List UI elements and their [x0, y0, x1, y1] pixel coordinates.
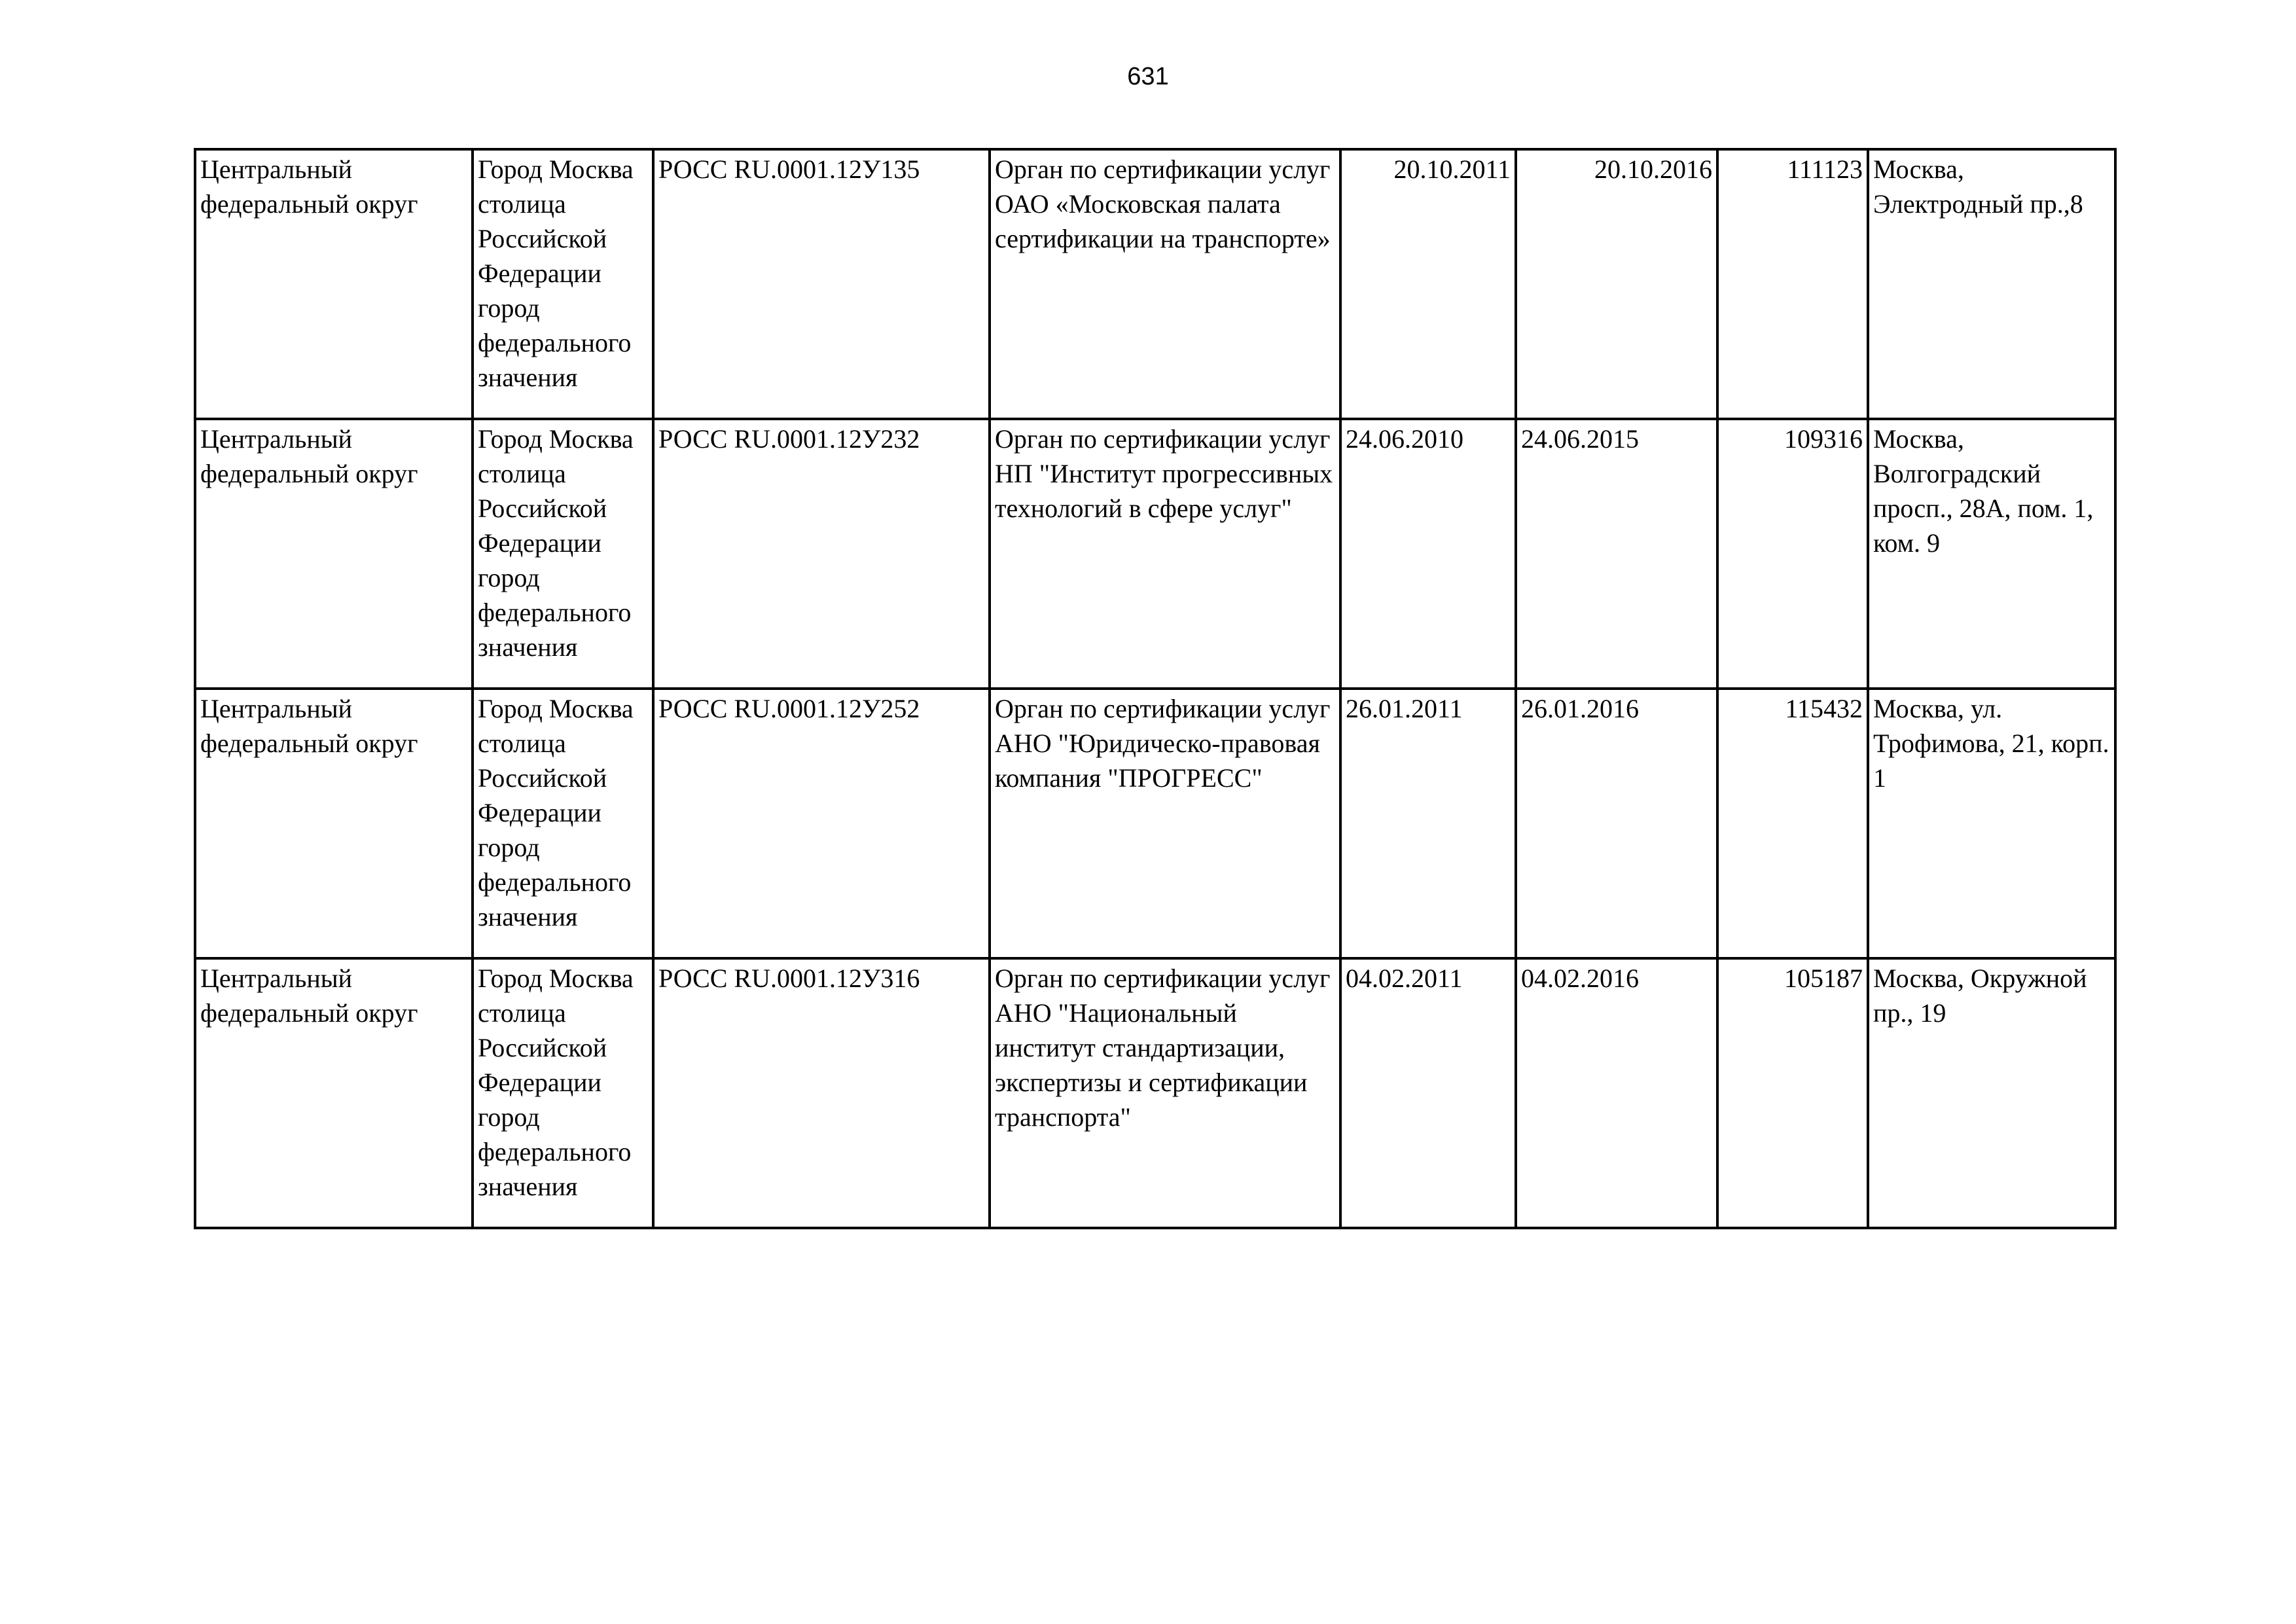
- date-start-cell: 04.02.2011: [1340, 958, 1516, 1228]
- region-text: Город Москва столица Российской Федерации город федерального значения: [478, 964, 634, 1201]
- district-cell: Центральный федеральный округ: [195, 149, 473, 419]
- organization-cell: Орган по сертификации услуг ОАО «Московская палата сертификации на транспорте»: [990, 149, 1340, 419]
- organization-cell: Орган по сертификации услуг НП "Институт прогрессивных технологий в сфере услуг": [990, 419, 1340, 689]
- date-start-cell: 24.06.2010: [1340, 419, 1516, 689]
- region-cell: [473, 149, 653, 419]
- region-text: Город Москва столица Российской Федерации город федерального значения: [478, 424, 634, 662]
- district-cell: Центральный федеральный округ: [195, 419, 473, 689]
- registration-number-cell: РОСС RU.0001.12У252: [653, 689, 990, 958]
- region-cell: [473, 419, 653, 689]
- date-start-cell: 20.10.2011: [1340, 149, 1516, 419]
- certification-bodies-table: [194, 148, 2117, 1229]
- region-text: Город Москва столица Российской Федерации город федерального значения: [478, 694, 634, 931]
- table-row: [195, 689, 2115, 958]
- region-cell: [473, 958, 653, 1228]
- date-end-cell: 20.10.2016: [1516, 149, 1717, 419]
- postcode-cell: 115432: [1717, 689, 1868, 958]
- table-row: [195, 419, 2115, 689]
- table-row: [195, 958, 2115, 1228]
- address-cell: Москва, Электродный пр.,8: [1868, 149, 2115, 419]
- organization-cell: Орган по сертификации услуг АНО "Национальный институт стандартизации, экспертизы и сертификации транспорта": [990, 958, 1340, 1228]
- registration-number-cell: РОСС RU.0001.12У232: [653, 419, 990, 689]
- registration-number-cell: РОСС RU.0001.12У316: [653, 958, 990, 1228]
- address-cell: Москва, Волгоградский просп., 28А, пом. 1, ком. 9: [1868, 419, 2115, 689]
- district-cell: Центральный федеральный округ: [195, 958, 473, 1228]
- region-cell: [473, 689, 653, 958]
- postcode-cell: 105187: [1717, 958, 1868, 1228]
- date-end-cell: 26.01.2016: [1516, 689, 1717, 958]
- postcode-cell: 111123: [1717, 149, 1868, 419]
- region-text: Город Москва столица Российской Федерации город федерального значения: [478, 154, 634, 392]
- postcode-cell: 109316: [1717, 419, 1868, 689]
- address-cell: Москва, ул. Трофимова, 21, корп. 1: [1868, 689, 2115, 958]
- table-row: [195, 149, 2115, 419]
- date-start-cell: 26.01.2011: [1340, 689, 1516, 958]
- address-cell: Москва, Окружной пр., 19: [1868, 958, 2115, 1228]
- district-cell: Центральный федеральный округ: [195, 689, 473, 958]
- page-number: 631: [1127, 63, 1169, 90]
- organization-cell: Орган по сертификации услуг АНО "Юридическо-правовая компания "ПРОГРЕСС": [990, 689, 1340, 958]
- date-end-cell: 24.06.2015: [1516, 419, 1717, 689]
- registration-number-cell: РОСС RU.0001.12У135: [653, 149, 990, 419]
- date-end-cell: 04.02.2016: [1516, 958, 1717, 1228]
